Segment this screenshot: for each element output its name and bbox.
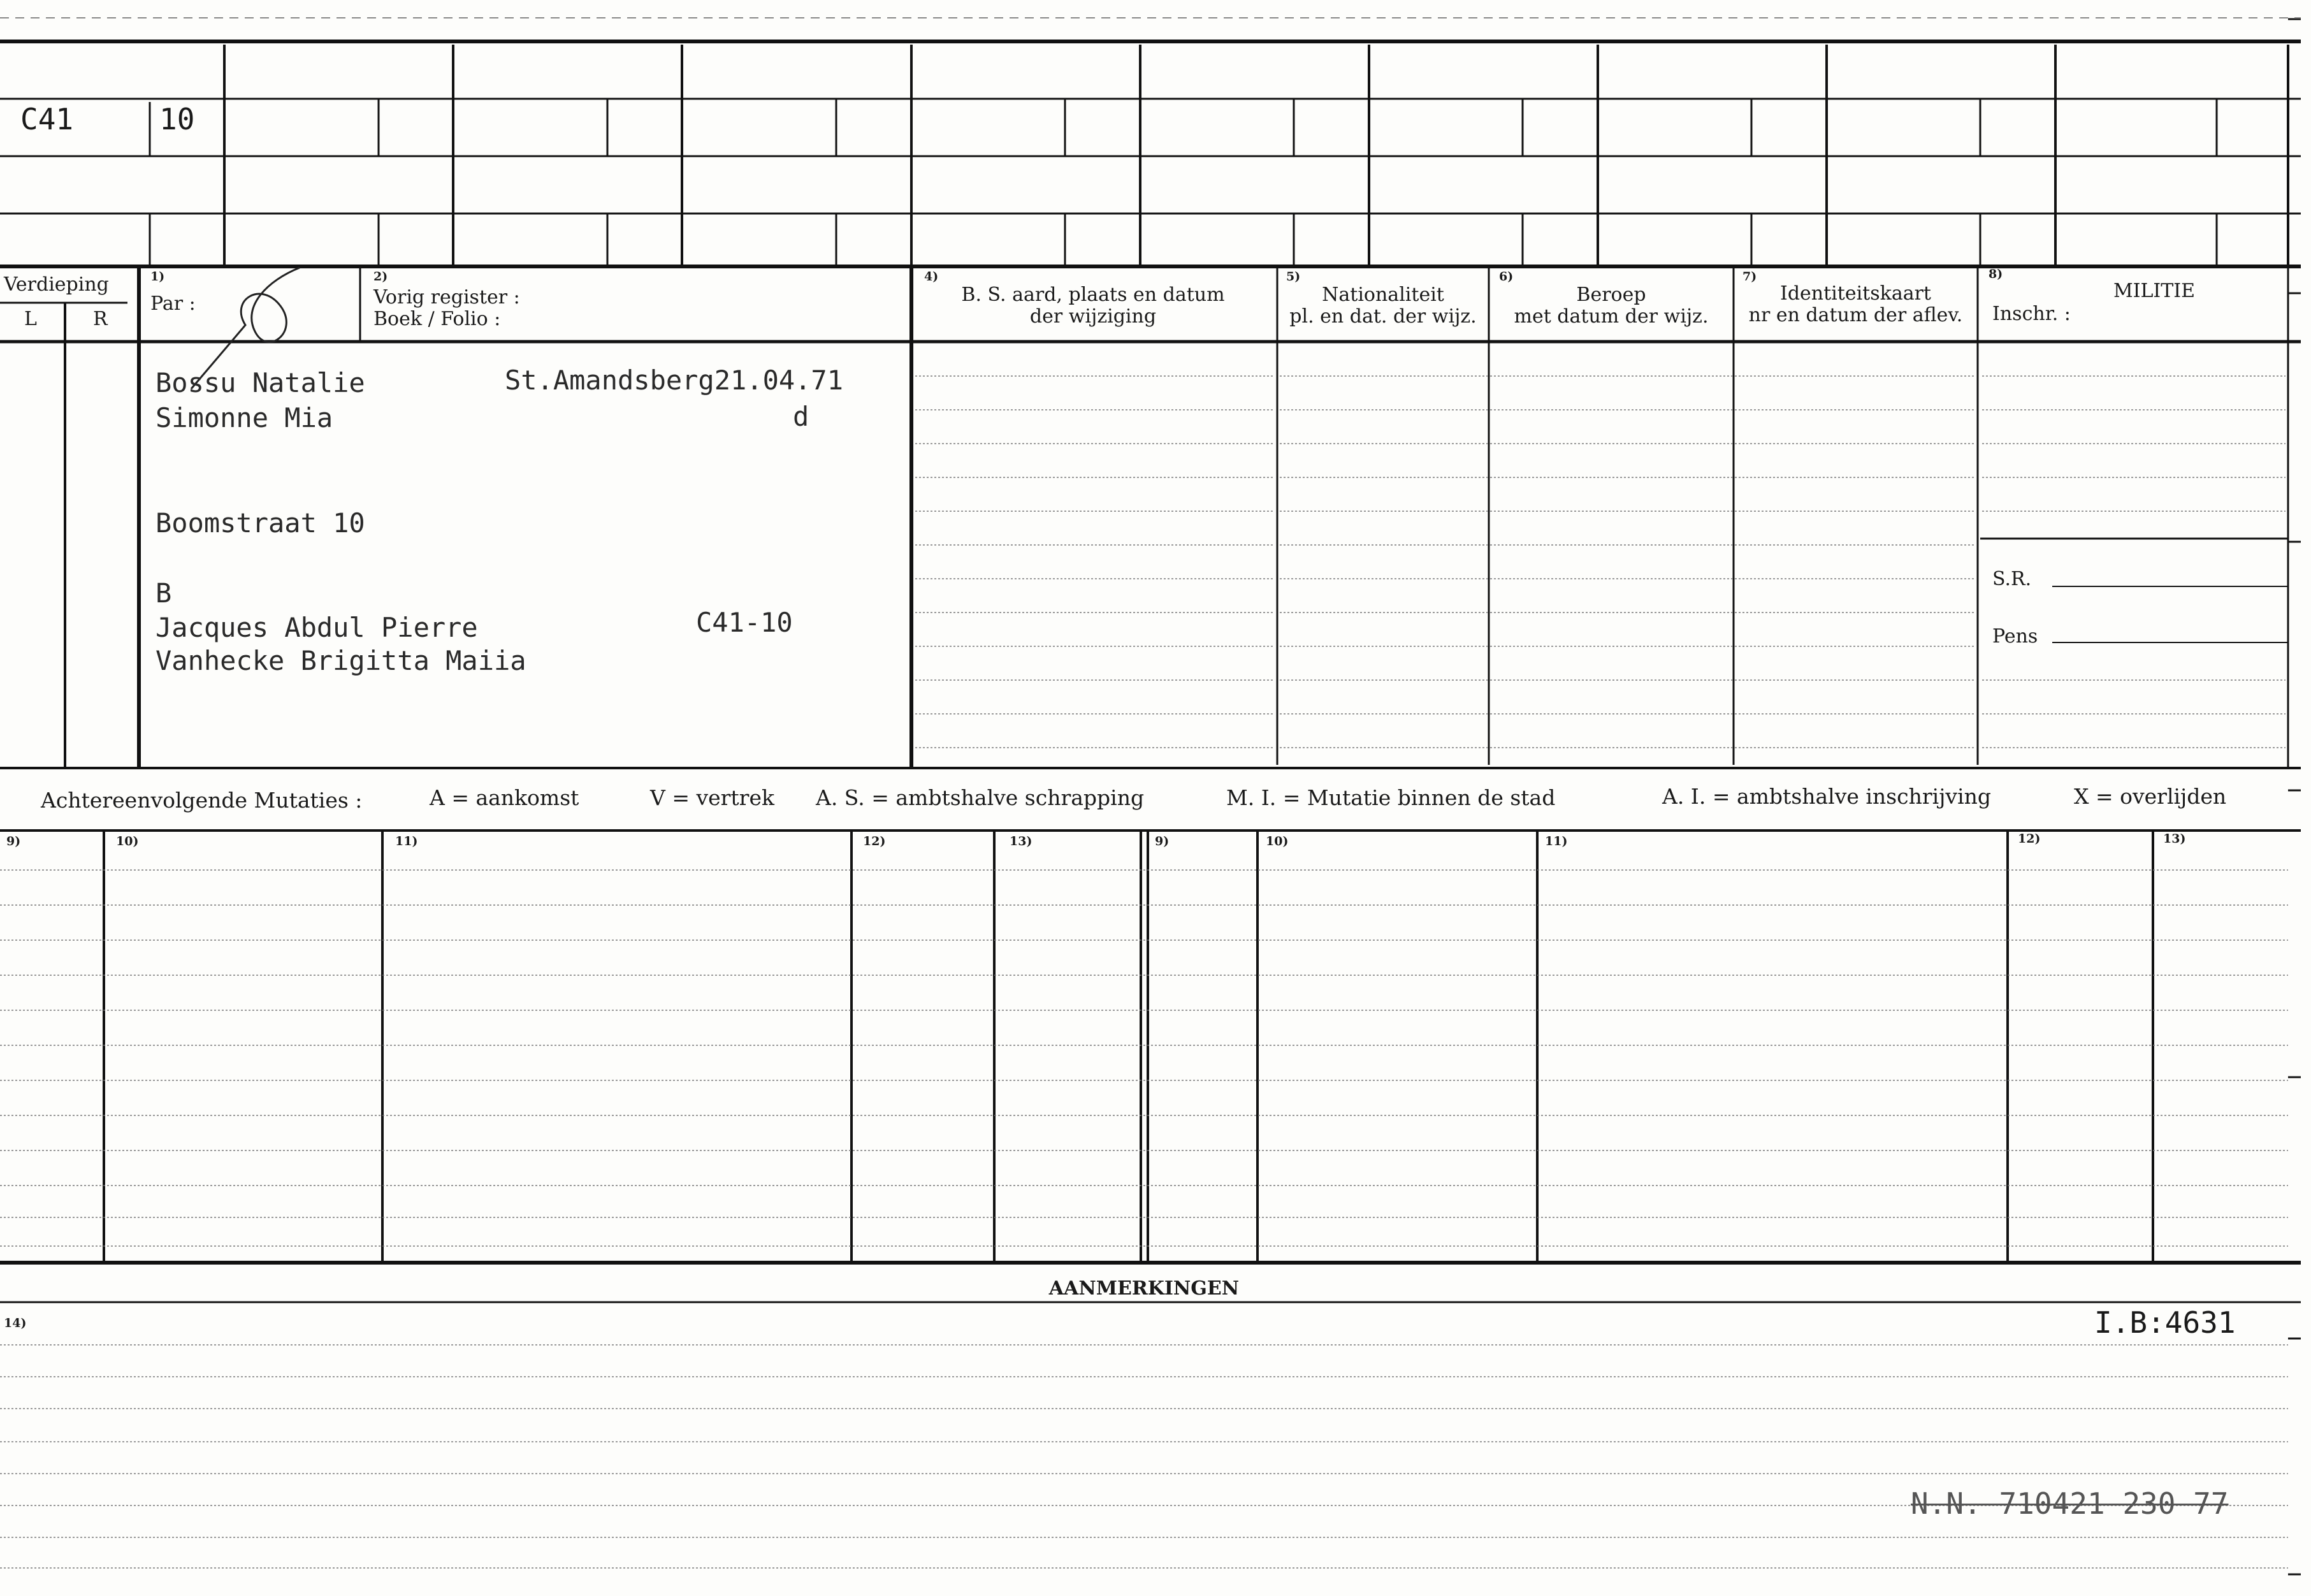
remarks-nn: N.N. 710421 230 77 bbox=[1911, 1486, 2229, 1521]
col6-number: 6) bbox=[1499, 270, 1514, 284]
mutation-col-11: 11) bbox=[395, 834, 418, 848]
mutation-col-13b: 13) bbox=[2163, 832, 2186, 846]
col1-number: 1) bbox=[150, 270, 165, 284]
pens-label: Pens bbox=[1992, 625, 2038, 648]
person-sex: d bbox=[793, 401, 809, 432]
person-ref: C41-10 bbox=[696, 607, 793, 638]
mutation-col-9: 9) bbox=[6, 834, 21, 848]
person-name-line1: Bossu Natalie bbox=[156, 367, 365, 398]
col7-number: 7) bbox=[1742, 270, 1757, 284]
col1-label: Par : bbox=[150, 293, 196, 315]
mutation-col-12: 12) bbox=[863, 834, 886, 848]
verdieping-label: Verdieping bbox=[4, 273, 109, 296]
col8-title: MILITIE bbox=[2113, 280, 2196, 302]
person-birth: St.Amandsberg21.04.71 bbox=[505, 365, 844, 396]
verdieping-r: R bbox=[93, 308, 108, 330]
mutation-col-12b: 12) bbox=[2018, 832, 2041, 846]
col5-line2: pl. en dat. der wijz. bbox=[1289, 305, 1477, 328]
col2-number: 2) bbox=[373, 270, 388, 284]
person-relation: B bbox=[156, 577, 172, 609]
col2-line2: Boek / Folio : bbox=[373, 308, 501, 330]
legend-vertrek: V = vertrek bbox=[650, 785, 774, 810]
person-address: Boomstraat 10 bbox=[156, 507, 365, 539]
person-name-line2: Simonne Mia bbox=[156, 402, 333, 433]
remarks-ib: I.B:4631 bbox=[2094, 1305, 2236, 1340]
person-mother: Vanhecke Brigitta Maiia bbox=[156, 645, 526, 676]
mutation-col-13: 13) bbox=[1010, 834, 1032, 848]
remarks-number: 14) bbox=[4, 1316, 27, 1330]
mutation-col-10: 10) bbox=[116, 834, 139, 848]
col4-line1: B. S. aard, plaats en datum bbox=[961, 284, 1225, 306]
col8-number: 8) bbox=[1989, 267, 2003, 281]
col7-line2: nr en datum der aflev. bbox=[1748, 304, 1963, 326]
mutation-col-11b: 11) bbox=[1545, 834, 1568, 848]
col7-line1: Identiteitskaart bbox=[1780, 282, 1931, 305]
legend-mutatie: M. I. = Mutatie binnen de stad bbox=[1226, 785, 1556, 810]
remarks-title: AANMERKINGEN bbox=[1048, 1277, 1240, 1300]
sr-label: S.R. bbox=[1992, 568, 2032, 590]
mutation-col-9b: 9) bbox=[1155, 834, 1170, 848]
person-father: Jacques Abdul Pierre bbox=[156, 612, 478, 643]
col5-line1: Nationaliteit bbox=[1322, 284, 1444, 306]
legend-title: Achtereenvolgende Mutaties : bbox=[41, 788, 363, 813]
col6-line1: Beroep bbox=[1576, 284, 1646, 306]
col4-line2: der wijziging bbox=[1029, 305, 1157, 328]
col2-line1: Vorig register : bbox=[373, 286, 520, 308]
legend-inschrijving: A. I. = ambtshalve inschrijving bbox=[1662, 784, 1992, 809]
legend-aankomst: A = aankomst bbox=[430, 785, 579, 810]
mutation-col-10b: 10) bbox=[1266, 834, 1289, 848]
col8-inschr: Inschr. : bbox=[1992, 303, 2071, 325]
verdieping-l: L bbox=[24, 308, 37, 330]
col4-number: 4) bbox=[924, 270, 939, 284]
legend-schrapping: A. S. = ambtshalve schrapping bbox=[816, 785, 1145, 810]
card-code: C41 bbox=[20, 102, 74, 136]
col5-number: 5) bbox=[1286, 270, 1301, 284]
card-number: 10 bbox=[159, 102, 195, 136]
legend-overlijden: X = overlijden bbox=[2074, 784, 2227, 809]
col6-line2: met datum der wijz. bbox=[1514, 305, 1709, 328]
